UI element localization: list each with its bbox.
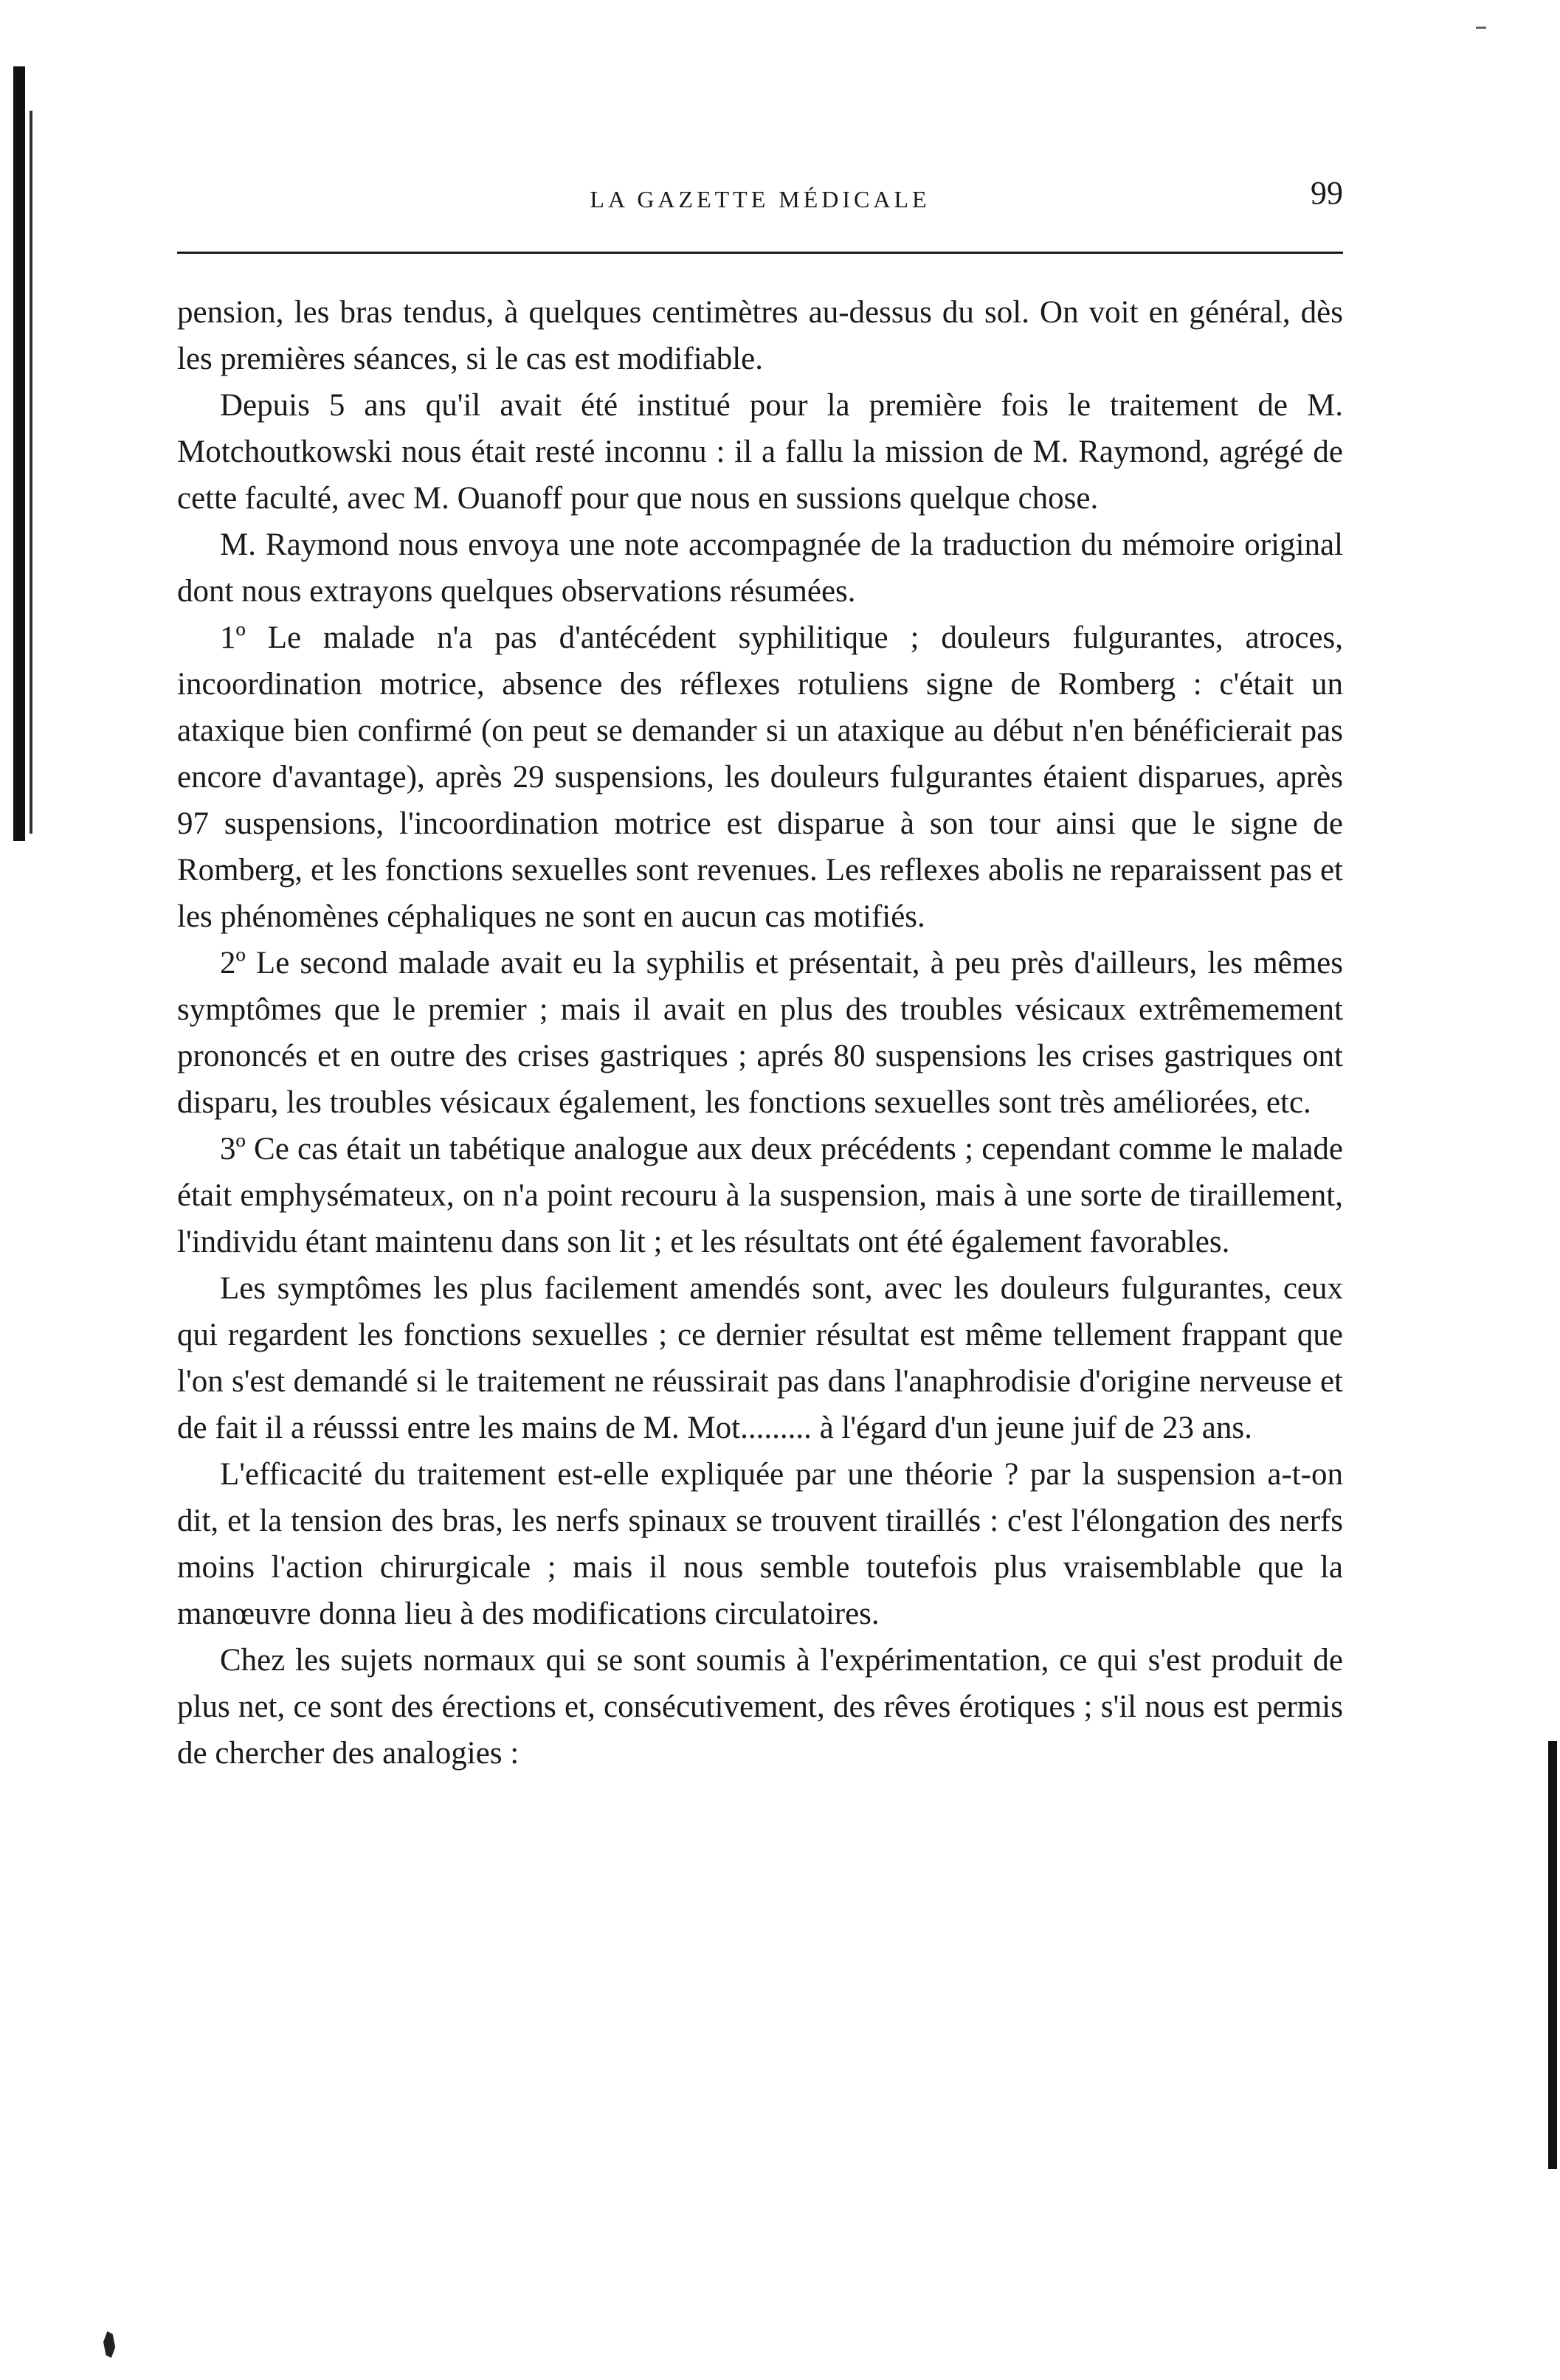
scan-edge-shadow	[13, 66, 25, 841]
paragraph: M. Raymond nous envoya une note accompagnée de la traduction du mémoire original dont nous extrayons quelques observations résumées.	[177, 527, 1343, 609]
paragraph: 1º Le malade n'a pas d'antécédent syphilitique ; douleurs fulgurantes, atroces, incoordination motrice, absence des réflexes rotuliens signe de Romberg : c'était un ataxique bien confirmé (on peut se demander si un ataxique au début n'en bénéficierait pas encore d'avantage), après 29 suspensions, les douleurs fulgurantes étaient disparues, après 97 suspensions, l'incoordination motrice est disparue à son tour ainsi que le signe de Romberg, et les fonctions sexuelles sont revenues. Les reflexes abolis ne reparaissent pas et les phénomènes céphaliques ne sont en aucun cas motifiés.	[177, 620, 1343, 934]
paragraph: L'efficacité du traitement est-elle expliquée par une théorie ? par la suspension a-t-on dit, et la tension des bras, les nerfs spinaux se trouvent tiraillés : c'est l'élongation des nerfs moins l'action chirurgicale ; mais il nous semble toutefois plus vraisemblable que la manœuvre donna lieu à des modifications circulatoires.	[177, 1457, 1343, 1631]
header-rule	[177, 252, 1343, 254]
paragraph: Chez les sujets normaux qui se sont soumis à l'expérimentation, ce qui s'est produit de plus net, ce sont des érections et, consécutivement, des rêves érotiques ; s'il nous est permis de chercher des analogies :	[177, 1643, 1343, 1771]
running-head: LA GAZETTE MÉDICALE	[590, 186, 931, 212]
page-number: 99	[1311, 175, 1343, 211]
scan-edge-line	[30, 111, 32, 834]
paragraph: 3º Ce cas était un tabétique analogue aux deux précédents ; cependant comme le malade était emphysémateux, on n'a point recouru à la suspension, mais à une sorte de tiraillement, l'individu étant maintenu dans son lit ; et les résultats ont été également favorables.	[177, 1132, 1343, 1259]
body-text	[177, 289, 1343, 1777]
page-header	[177, 170, 1343, 221]
paragraph: Les symptômes les plus facilement amendés sont, avec les douleurs fulgurantes, ceux qui regardent les fonctions sexuelles ; ce dernier résultat est même tellement frappant que l'on s'est demandé si le traitement ne réussirait pas dans l'anaphrodisie d'origine nerveuse et de fait il a réusssi entre les mains de M. Mot......... à l'égard d'un jeune juif de 23 ans.	[177, 1271, 1343, 1445]
scan-speck-bottom	[103, 2331, 117, 2358]
paragraph: 2º Le second malade avait eu la syphilis et présentait, à peu près d'ailleurs, les mêmes symptômes que le premier ; mais il avait en plus des troubles vésicaux extrêmemement prononcés et en outre des crises gastriques ; aprés 80 suspensions les crises gastriques ont disparu, les troubles vésicaux également, les fonctions sexuelles sont très améliorées, etc.	[177, 946, 1343, 1120]
scan-speck	[1476, 27, 1486, 29]
scan-edge-shadow-right	[1548, 1741, 1557, 2169]
paragraph: Depuis 5 ans qu'il avait été institué pour la première fois le traitement de M. Motchoutkowski nous était resté inconnu : il a fallu la mission de M. Raymond, agrégé de cette faculté, avec M. Ouanoff pour que nous en sussions quelque chose.	[177, 388, 1343, 516]
paragraph: pension, les bras tendus, à quelques centimètres au-dessus du sol. On voit en général, dès les premières séances, si le cas est modifiable.	[177, 295, 1343, 376]
